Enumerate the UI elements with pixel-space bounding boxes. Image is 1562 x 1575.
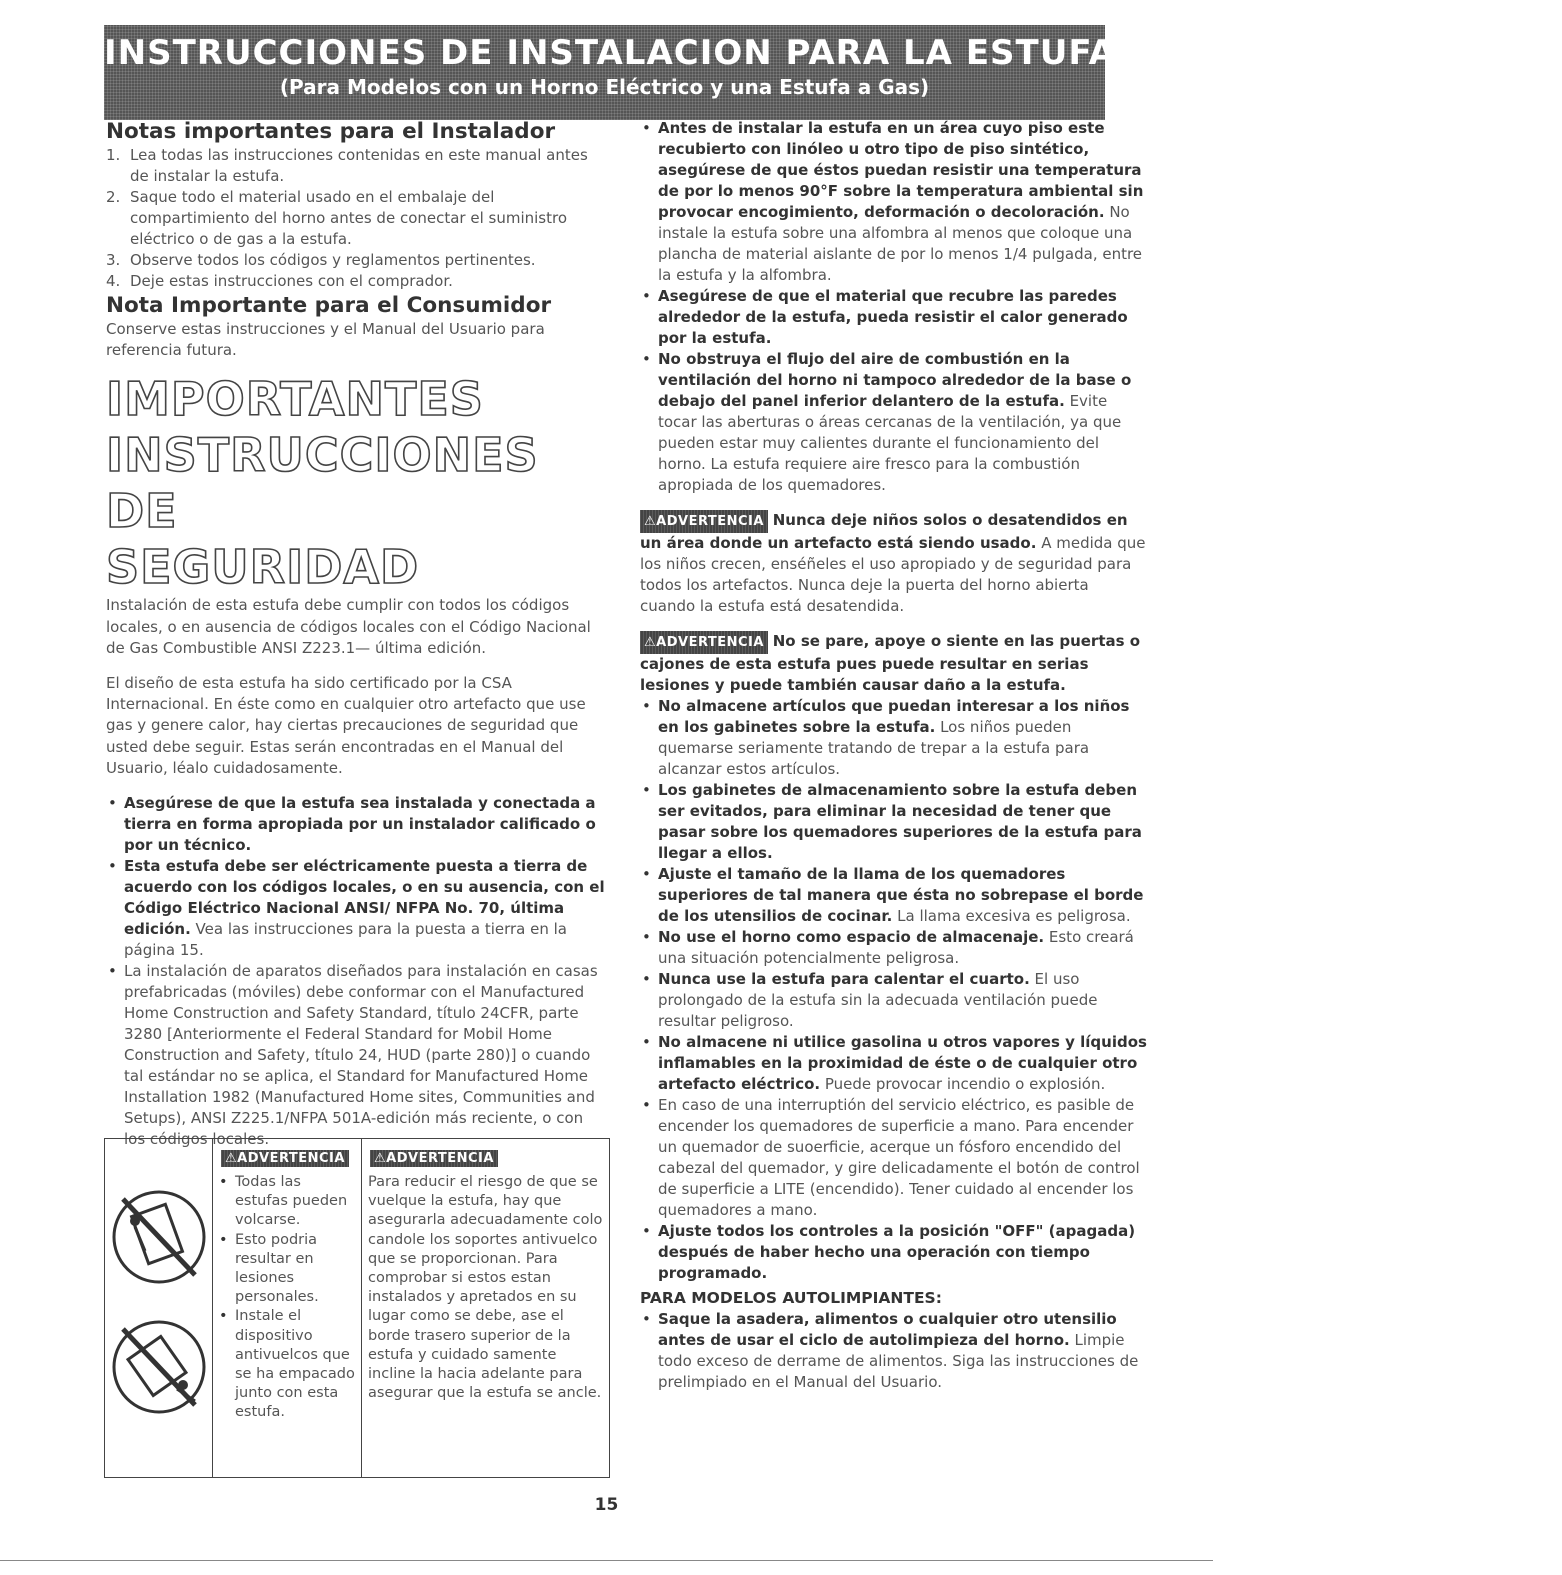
- list-item: • Saque la asadera, alimentos o cualquier otro utensilio antes de usar el ciclo de autolimpieza del horno. Limpie todo exceso de derrame de alimentos. Siga las instrucciones de prelimpiado en el Manual del Usuario.: [640, 1309, 1148, 1393]
- safety-title: IMPORTANTES INSTRUCCIONES DE SEGURIDAD: [106, 372, 539, 595]
- list-item: • Instale el dispositivo antivuelcos que se ha empacado junto con esta estufa.: [217, 1307, 355, 1422]
- paragraph-csa: El diseño de esta estufa ha sido certificado por la CSA Internacional. En éste como en cualquier otro artefacto que use gas y genere calor, hay ciertas precauciones de seguridad que usted debe seguir. Estas serán encontradas en el Manual del Usuario, léalo cuidadosamente.: [106, 674, 586, 777]
- warning-badge: ⚠ADVERTENCIA: [640, 631, 768, 654]
- list-item: • Los gabinetes de almacenamiento sobre la estufa deben ser evitados, para eliminar la necesidad de tener que pasar sobre los quemadores superiores de la estufa para llegar a ellos.: [640, 780, 1148, 864]
- list-item: • Esta estufa debe ser eléctricamente puesta a tierra de acuerdo con los códigos locales, o en su ausencia, con el Código Eléctrico Nacional ANSI/ NFPA No. 70, última edición. Vea las instrucciones para la puesta a tierra en la página 15.: [106, 856, 606, 961]
- installer-list: [106, 145, 606, 292]
- list-item: • Nunca use la estufa para calentar el cuarto. El uso prolongado de la estufa sin la adecuada ventilación puede resultar peligroso.: [640, 969, 1148, 1032]
- warning-text: Para reducir el riesgo de que se vuelque la estufa, hay que asegurarla adecuadamente colo candole los soportes antivuelco que se proporcionan. Para comprobar si estos estan instalados y apretados en su lugar como se debe, ase el borde trasero superior de la estufa y cuidado samente incline la hacia adelante para asegurar que la estufa se ancle.: [368, 1174, 603, 1402]
- warning-triangle-icon: ⚠: [644, 514, 657, 529]
- list-item: • No almacene ni utilice gasolina u otros vapores y líquidos inflamables en la proximidad de éste o de cualquier otro artefacto eléctrico. Puede provocar incendio o explosión.: [640, 1032, 1148, 1095]
- warning-doors: ⚠ADVERTENCIA No se pare, apoye o siente en las puertas o cajones de esta estufa pues puede resultar en serias lesiones y puede también causar daño a la estufa.: [640, 632, 1141, 694]
- right-bullets-2: [640, 696, 1148, 1284]
- list-item: • No use el horno como espacio de almacenaje. Esto creará una situación potencialmente peligrosa.: [640, 927, 1148, 969]
- list-item: • Todas las estufas pueden volcarse.: [217, 1173, 355, 1231]
- list-item: • No almacene artículos que puedan interesar a los niños en los gabinetes sobre la estufa. Los niños pueden quemarse seriamente tratando de trepar a la estufa para alcanzar estos artículos.: [640, 696, 1148, 780]
- footer-divider: [0, 1560, 1213, 1561]
- warning-pictograms: [105, 1139, 212, 1477]
- warning-list: [213, 1173, 361, 1423]
- list-item: • Antes de instalar la estufa en un área cuyo piso este recubierto con linóleo u otro tipo de piso sintético, asegúrese de que éstos puedan resistir una temperatura de por lo menos 90°F sobre la temperatura ambiental sin provocar encogimiento, deformación o decoloración. No instale la estufa sobre una alfombra al menos que coloque una plancha de material aislante de por lo menos 1/4 pulgada, entre la estufa y la alfombra.: [640, 118, 1148, 286]
- safety-bullets: [106, 793, 606, 1150]
- warning-triangle-icon: ⚠: [225, 1151, 238, 1166]
- warning-children: ⚠ADVERTENCIA Nunca deje niños solos o desatendidos en un área donde un artefacto está siendo usado. A medida que los niños crecen, enséñeles el uso apropiado y de seguridad para todos los artefactos. Nunca deje la puerta del horno abierta cuando la estufa está desatendida.: [640, 511, 1146, 615]
- warning-column-2: [361, 1139, 610, 1477]
- installer-heading: Notas importantes para el Instalador: [106, 119, 556, 144]
- banner-subtitle: (Para Modelos con un Horno Eléctrico y una Estufa a Gas): [279, 75, 930, 99]
- list-item: • No obstruya el flujo del aire de combustión en la ventilación del horno ni tampoco alrededor de la base o debajo del panel inferior delantero de la estufa. Evite tocar las aberturas o áreas cercanas de la ventilación, ya que pueden estar muy calientes durante el funcionamiento del horno. La estufa requiere aire fresco para la combustión apropiada de los quemadores.: [640, 349, 1148, 496]
- list-item: 4. Deje estas instrucciones con el comprador.: [106, 272, 453, 290]
- list-item: • En caso de una interruptión del servicio eléctrico, es pasible de encender los quemadores de superficie a mano. Para encender un quemador de suoerficie, acerque un fósforo encendido del cabezal del quemador, y gire delicadamente el botón de control de superficie a LITE (encendido). Tener cuidado al encender los quemadores a mano.: [640, 1095, 1148, 1221]
- banner-title: INSTRUCCIONES DE INSTALACION PARA LA ESTUFA DE FUEL DUAL DE 30": [104, 33, 1562, 73]
- list-item: 1. Lea todas las instrucciones contenidas en este manual antes de instalar la estufa.: [106, 146, 588, 185]
- right-bullets-3: [640, 1309, 1148, 1393]
- list-item: 2. Saque todo el material usado en el embalaje del compartimiento del horno antes de conectar el suministro eléctrico o de gas a la estufa.: [106, 188, 568, 248]
- warning-badge: ⚠ADVERTENCIA: [370, 1150, 498, 1167]
- warning-badge: ⚠ADVERTENCIA: [221, 1150, 349, 1167]
- consumer-text: Conserve estas instrucciones y el Manual del Usuario para referencia futura.: [106, 320, 545, 360]
- right-column: [640, 118, 1148, 1393]
- antitip-warning-box: [104, 1138, 610, 1478]
- left-column: [106, 118, 606, 1150]
- list-item: 3. Observe todos los códigos y reglamentos pertinentes.: [106, 251, 536, 269]
- warning-triangle-icon: ⚠: [374, 1151, 387, 1166]
- list-item: • Ajuste el tamaño de la llama de los quemadores superiores de tal manera que ésta no sobrepase el borde de los utensilios de cocinar. La llama excesiva es peligrosa.: [640, 864, 1148, 927]
- list-item: • Ajuste todos los controles a la posición "OFF" (apagada) después de haber hecho una operación con tiempo programado.: [640, 1221, 1148, 1284]
- title-banner: [104, 25, 1562, 120]
- paragraph-codes: Instalación de esta estufa debe cumplir con todos los códigos locales, o en ausencia de códigos locales con el Código Nacional de Gas Combustible ANSI Z223.1— última edición.: [106, 596, 591, 657]
- page-number: 15: [594, 1495, 619, 1515]
- warning-triangle-icon: ⚠: [644, 635, 657, 650]
- warning-column-1: [212, 1139, 361, 1477]
- list-item: • Esto podria resultar en lesiones personales.: [217, 1231, 355, 1308]
- consumer-heading: Nota Importante para el Consumidor: [106, 293, 552, 318]
- warning-badge: ⚠ADVERTENCIA: [640, 510, 768, 533]
- list-item: • La instalación de aparatos diseñados para instalación en casas prefabricadas (móviles) debe conformar con el Manufactured Home Construction and Safety Standard, título 24CFR, parte 3280 [Anteriormente el Federal Standard for Mobil Home Construction and Safety, título 24, HUD (parte 280)] o cuando tal estándar no se aplica, el Standard for Manufactured Home Installation 1982 (Manufactured Home sites, Communities and Setups), ANSI Z225.1/NFPA 501A-edición más reciente, o con los códigos locales.: [106, 961, 606, 1150]
- list-item: • Asegúrese de que el material que recubre las paredes alrededor de la estufa, pueda resistir el calor generado por la estufa.: [640, 286, 1148, 349]
- tip-over-icon: [105, 1139, 212, 1477]
- list-item: • Asegúrese de que la estufa sea instalada y conectada a tierra en forma apropiada por un instalador calificado o por un técnico.: [106, 793, 606, 856]
- right-bullets-1: [640, 118, 1148, 496]
- selfclean-heading: PARA MODELOS AUTOLIMPIANTES:: [640, 1289, 942, 1307]
